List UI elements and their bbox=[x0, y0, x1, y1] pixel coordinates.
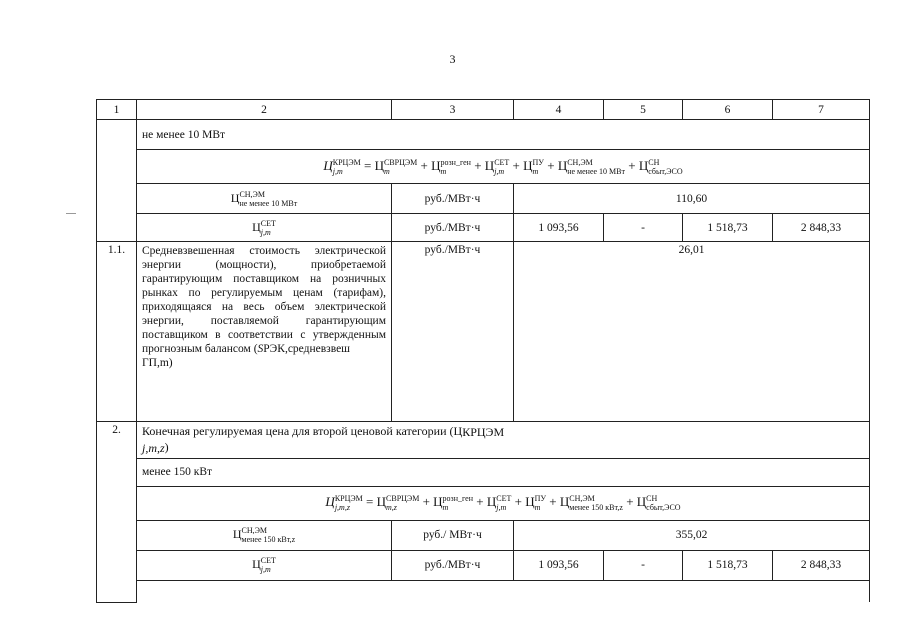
set-symbol: ЦСЕТ j,m bbox=[137, 214, 392, 242]
value-cell: - bbox=[604, 214, 683, 242]
table-tail-row bbox=[97, 580, 870, 602]
value-cell: 2 848,33 bbox=[773, 550, 870, 580]
value-cell: 110,60 bbox=[514, 184, 870, 214]
value-cell: 26,01 bbox=[514, 242, 870, 422]
set-symbol: ЦСЕТ j,m bbox=[137, 550, 392, 580]
empty-cell bbox=[137, 580, 870, 602]
formula-row bbox=[97, 150, 870, 184]
header-cell: 4 bbox=[514, 100, 604, 120]
header-cell: 6 bbox=[683, 100, 773, 120]
row-description: Конечная регулируемая цена для второй ценовой категории (ЦКРЦЭМ j,m,z) bbox=[137, 422, 870, 459]
row-number: 2. bbox=[97, 422, 137, 603]
formula-row bbox=[97, 486, 870, 520]
value-cell: 1 518,73 bbox=[683, 550, 773, 580]
header-row bbox=[97, 100, 870, 120]
unit-cell: руб./ МВт·ч bbox=[392, 520, 514, 550]
header-cell: 3 bbox=[392, 100, 514, 120]
unit-cell: руб./МВт·ч bbox=[392, 242, 514, 422]
row-1-1 bbox=[97, 242, 870, 422]
subheading: не менее 10 МВт bbox=[137, 120, 870, 150]
subheading-row bbox=[97, 120, 870, 150]
sn-em-row bbox=[97, 184, 870, 214]
header-cell: 2 bbox=[137, 100, 392, 120]
unit-cell: руб./МВт·ч bbox=[392, 184, 514, 214]
unit-cell: руб./МВт·ч bbox=[392, 550, 514, 580]
value-cell: 2 848,33 bbox=[773, 214, 870, 242]
row-number: 1.1. bbox=[97, 242, 137, 422]
set-row bbox=[97, 550, 870, 580]
margin-mark bbox=[66, 213, 76, 214]
subheading-row bbox=[97, 458, 870, 486]
header-cell: 7 bbox=[773, 100, 870, 120]
value-cell: 1 093,56 bbox=[514, 550, 604, 580]
sn-em-row bbox=[97, 520, 870, 550]
value-cell: - bbox=[604, 550, 683, 580]
value-cell: 355,02 bbox=[514, 520, 870, 550]
tariff-table bbox=[96, 99, 870, 603]
header-cell: 1 bbox=[97, 100, 137, 120]
price-formula: ЦКРЦЭМ j,m = ЦСВРЦЭМ m + Црозн_ген m + ЦСЕТ j,m + ЦПУ m + ЦСН,ЭМ не менее 10 МВт + ЦСН сбыт,ЭСО bbox=[137, 150, 870, 184]
value-cell: 1 518,73 bbox=[683, 214, 773, 242]
sn-em-symbol: ЦСН,ЭМ менее 150 кВт,z bbox=[137, 520, 392, 550]
row-description: Средневзвешенная стоимость электрической энергии (мощности), приобретаемой гарантирующим поставщиком на розничных рынках по регулируемым ценам (тарифам), приходящаяся на весь объем электрической энергии, поставляемой гарантирующим поставщиком в соответствии с утвержденным прогнозным балансом (SРЭК,средневзвеш ГП,m) bbox=[137, 242, 392, 422]
header-cell: 5 bbox=[604, 100, 683, 120]
subheading: менее 150 кВт bbox=[137, 458, 870, 486]
set-row bbox=[97, 214, 870, 242]
page-number: 3 bbox=[449, 52, 456, 66]
value-cell: 1 093,56 bbox=[514, 214, 604, 242]
row-2 bbox=[97, 422, 870, 459]
price-formula: ЦКРЦЭМ j,m,z = ЦСВРЦЭМ m,z + Црозн_ген m + ЦСЕТ j,m + ЦПУ m + ЦСН,ЭМ менее 150 кВт,z + ЦСН сбыт,ЭСО bbox=[137, 486, 870, 520]
row-number-empty bbox=[97, 120, 137, 242]
sn-em-symbol: ЦСН,ЭМ не менее 10 МВт bbox=[137, 184, 392, 214]
unit-cell: руб./МВт·ч bbox=[392, 214, 514, 242]
